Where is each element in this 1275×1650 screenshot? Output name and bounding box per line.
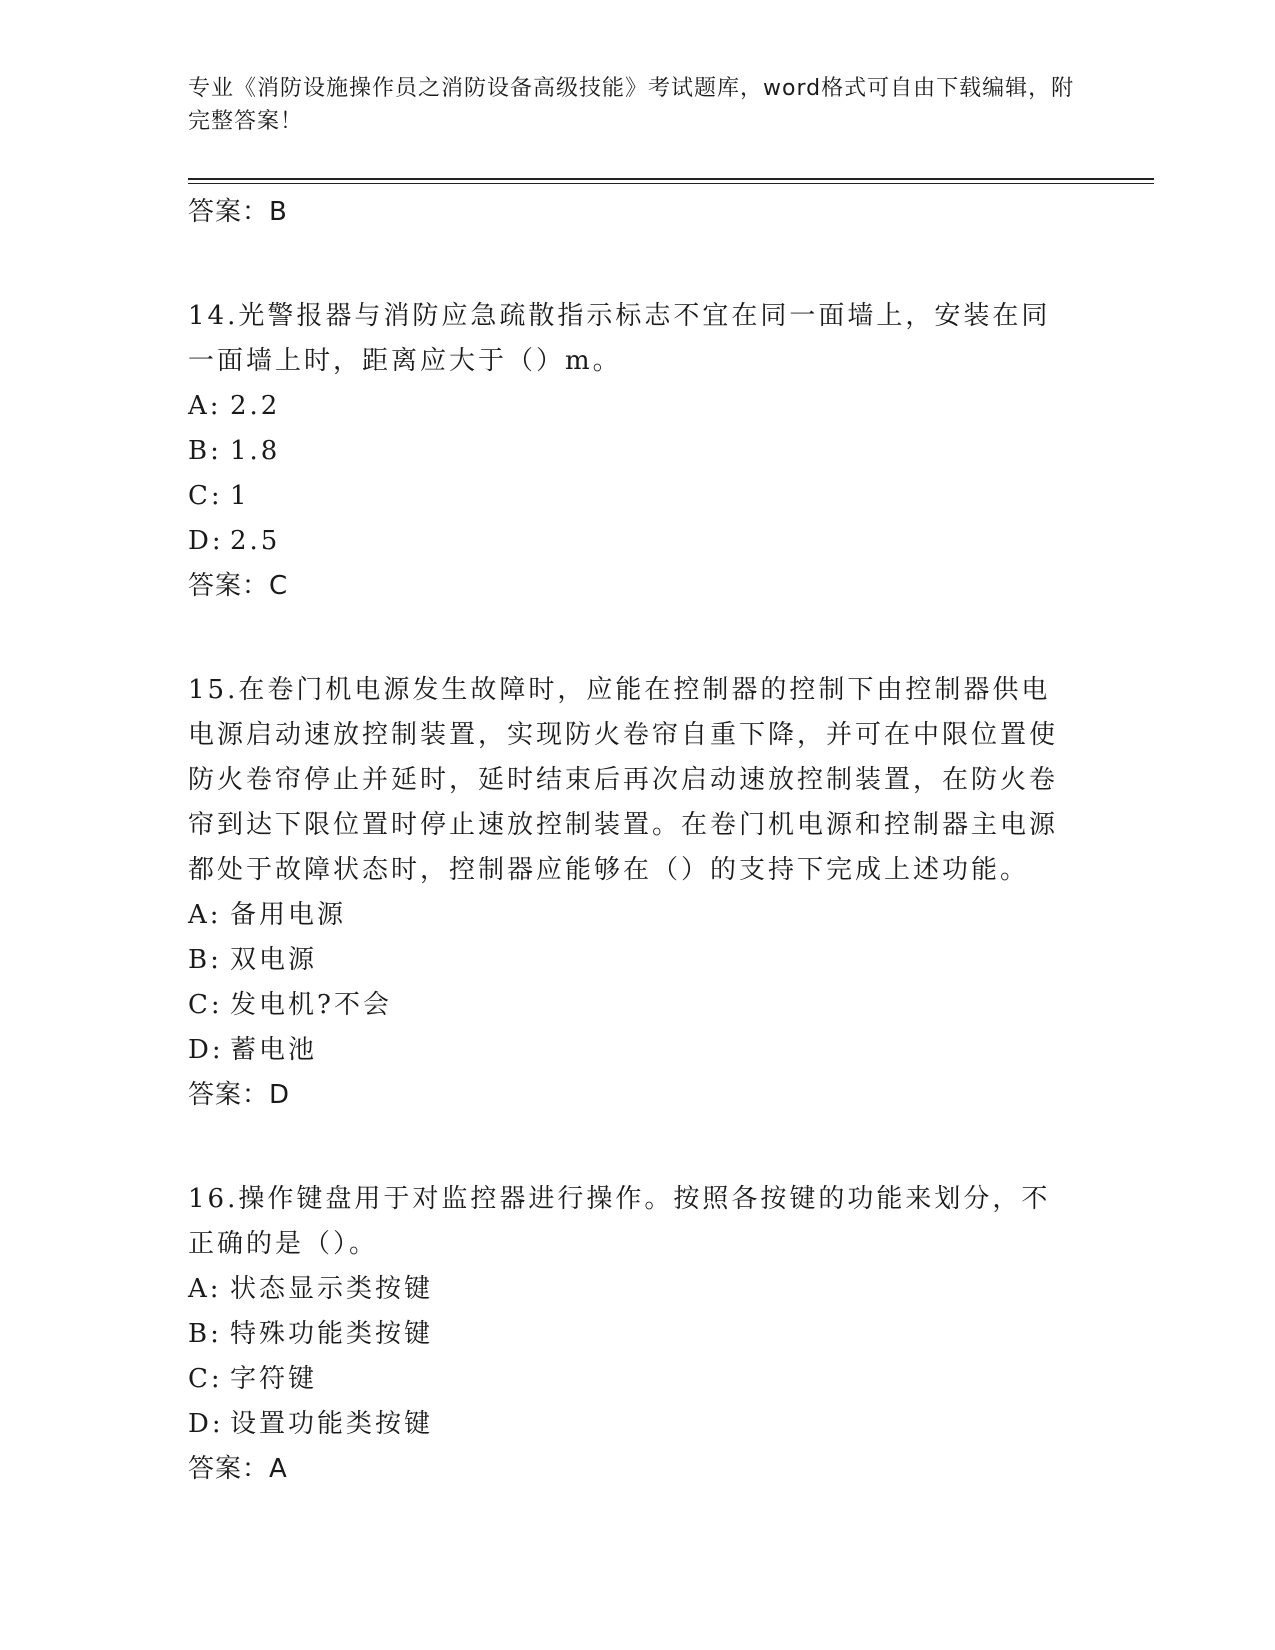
answer-label: 答案： bbox=[188, 1080, 270, 1110]
option-letter: B: bbox=[188, 436, 222, 466]
question-number: 15. bbox=[188, 675, 239, 705]
answer-label: 答案： bbox=[188, 197, 270, 227]
option-letter: A: bbox=[188, 391, 222, 421]
option-d bbox=[188, 1028, 1088, 1073]
option-c bbox=[188, 474, 1088, 519]
answer-value: C bbox=[269, 571, 289, 601]
option-letter: C: bbox=[188, 481, 223, 511]
question-stem: 在卷门机电源发生故障时，应能在控制器的控制下由控制器供电电源启动速放控制装置，实现防火卷帘自重下降，并可在中限位置使防火卷帘停止并延时，延时结束后再次启动速放控制装置，在防火卷帘到达下限位置时停止速放控制装置。在卷门机电源和控制器主电源都处于故障状态时，控制器应能够在（）的支持下完成上述功能。 bbox=[188, 675, 1059, 885]
option-d bbox=[188, 1402, 1088, 1447]
option-a bbox=[188, 893, 1088, 938]
option-b bbox=[188, 429, 1088, 474]
question-text bbox=[188, 294, 1068, 384]
page-header: 专业《消防设施操作员之消防设备高级技能》考试题库，word格式可自由下载编辑，附完整答案！ bbox=[188, 76, 1075, 134]
option-letter: C: bbox=[188, 1364, 223, 1394]
option-text: 发电机?不会 bbox=[230, 990, 392, 1020]
answer-label: 答案： bbox=[188, 1454, 270, 1484]
option-d bbox=[188, 519, 1088, 564]
option-text: 蓄电池 bbox=[230, 1035, 318, 1065]
question-text bbox=[188, 1177, 1068, 1267]
question-stem: 光警报器与消防应急疏散指示标志不宜在同一面墙上，安装在同一面墙上时，距离应大于（）m。 bbox=[188, 301, 1051, 376]
option-text: 双电源 bbox=[230, 945, 318, 975]
option-text: 1.8 bbox=[230, 436, 281, 466]
header-divider-thick bbox=[188, 178, 1154, 180]
question-block bbox=[188, 668, 1088, 1073]
answer-value: A bbox=[269, 1454, 288, 1484]
question-text bbox=[188, 668, 1068, 893]
answer-line bbox=[188, 190, 1088, 234]
question-number: 16. bbox=[188, 1184, 239, 1214]
answer-line bbox=[188, 564, 1088, 608]
option-text: 状态显示类按键 bbox=[230, 1274, 434, 1304]
option-letter: D: bbox=[188, 526, 224, 556]
option-letter: B: bbox=[188, 945, 222, 975]
option-text: 字符键 bbox=[230, 1364, 318, 1394]
question-block bbox=[188, 1177, 1088, 1447]
option-text: 特殊功能类按键 bbox=[230, 1319, 434, 1349]
option-b bbox=[188, 938, 1088, 983]
header-divider-thin bbox=[188, 183, 1154, 184]
answer-value: D bbox=[269, 1080, 291, 1110]
option-text: 设置功能类按键 bbox=[230, 1409, 434, 1439]
option-letter: D: bbox=[188, 1035, 224, 1065]
option-letter: A: bbox=[188, 900, 222, 930]
answer-label: 答案： bbox=[188, 571, 270, 601]
document-body bbox=[188, 190, 1088, 1491]
answer-line bbox=[188, 1447, 1088, 1491]
option-letter: A: bbox=[188, 1274, 222, 1304]
answer-line bbox=[188, 1073, 1088, 1117]
question-stem: 操作键盘用于对监控器进行操作。按照各按键的功能来划分，不正确的是（）。 bbox=[188, 1184, 1051, 1259]
question-block bbox=[188, 294, 1088, 564]
option-c bbox=[188, 983, 1088, 1028]
question-number: 14. bbox=[188, 301, 239, 331]
answer-value: B bbox=[269, 197, 288, 227]
option-text: 2.5 bbox=[230, 526, 281, 556]
option-text: 2.2 bbox=[230, 391, 281, 421]
option-letter: D: bbox=[188, 1409, 224, 1439]
option-letter: B: bbox=[188, 1319, 222, 1349]
option-a bbox=[188, 384, 1088, 429]
option-text: 备用电源 bbox=[230, 900, 347, 930]
option-a bbox=[188, 1267, 1088, 1312]
option-b bbox=[188, 1312, 1088, 1357]
option-text: 1 bbox=[230, 481, 250, 511]
option-letter: C: bbox=[188, 990, 223, 1020]
option-c bbox=[188, 1357, 1088, 1402]
